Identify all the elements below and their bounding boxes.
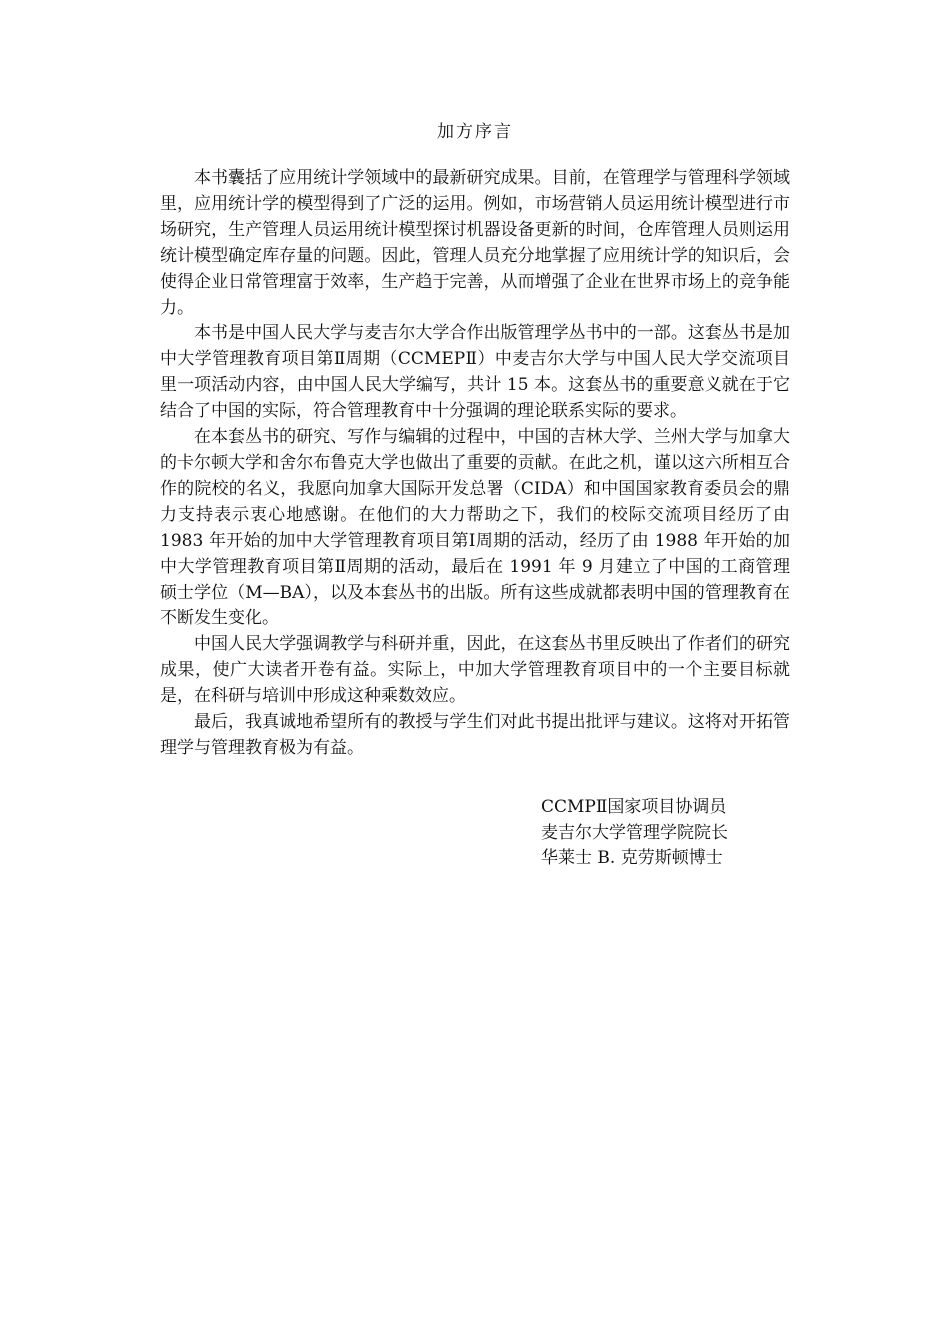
preface-body xyxy=(160,166,790,762)
page-title: 加方序言 xyxy=(437,122,513,142)
paragraph: 本书囊括了应用统计学领域中的最新研究成果。目前，在管理学与管理科学领域里，应用统计学的模型得到了广泛的运用。例如，市场营销人员运用统计模型进行市场研究，生产管理人员运用统计模型探讨机器设备更新的时间，仓库管理人员则运用统计模型确定库存量的问题。因此，管理人员充分地掌握了应用统计学的知识后，会使得企业日常管理富于效率，生产趋于完善，从而增强了企业在世界市场上的竞争能力。 xyxy=(160,168,790,318)
signature-block xyxy=(541,795,728,872)
paragraph: 本书是中国人民大学与麦吉尔大学合作出版管理学丛书中的一部。这套丛书是加中大学管理教育项目第Ⅱ周期（CCMEPⅡ）中麦吉尔大学与中国人民大学交流项目里一项活动内容，由中国人民大学编写，共计 15 本。这套丛书的重要意义就在于它结合了中国的实际，符合管理教育中十分强调的理论联系实际的要求。 xyxy=(160,323,790,422)
paragraph: 在本套丛书的研究、写作与编辑的过程中，中国的吉林大学、兰州大学与加拿大的卡尔顿大学和舍尔布鲁克大学也做出了重要的贡献。在此之机，谨以这六所相互合作的院校的名义，我愿向加拿大国际开发总署（CIDA）和中国国家教育委员会的鼎力支持表示衷心地感谢。在他们的大力帮助之下，我们的校际交流项目经历了由 1983 年开始的加中大学管理教育项目第Ⅰ周期的活动，经历了由 1988 年开始的加中大学管理教育项目第Ⅱ周期的活动，最后在 1991 年 9 月建立了中国的工商管理硕士学位（M—BA），以及本套丛书的出版。所有这些成就都表明中国的管理教育在不断发生变化。 xyxy=(160,427,790,629)
signature-name: 华莱士 B. 克劳斯顿博士 xyxy=(541,848,723,869)
signature-role: CCMPⅡ国家项目协调员 xyxy=(541,797,727,817)
paragraph: 最后，我真诚地希望所有的教授与学生们对此书提出批评与建议。这将对开拓管理学与管理教育极为有益。 xyxy=(160,712,790,758)
paragraph: 中国人民大学强调教学与科研并重，因此，在这套丛书里反映出了作者们的研究成果，使广大读者开卷有益。实际上，中加大学管理教育项目中的一个主要目标就是，在科研与培训中形成这种乘数效应。 xyxy=(160,634,790,707)
signature-position: 麦吉尔大学管理学院院长 xyxy=(541,822,728,843)
